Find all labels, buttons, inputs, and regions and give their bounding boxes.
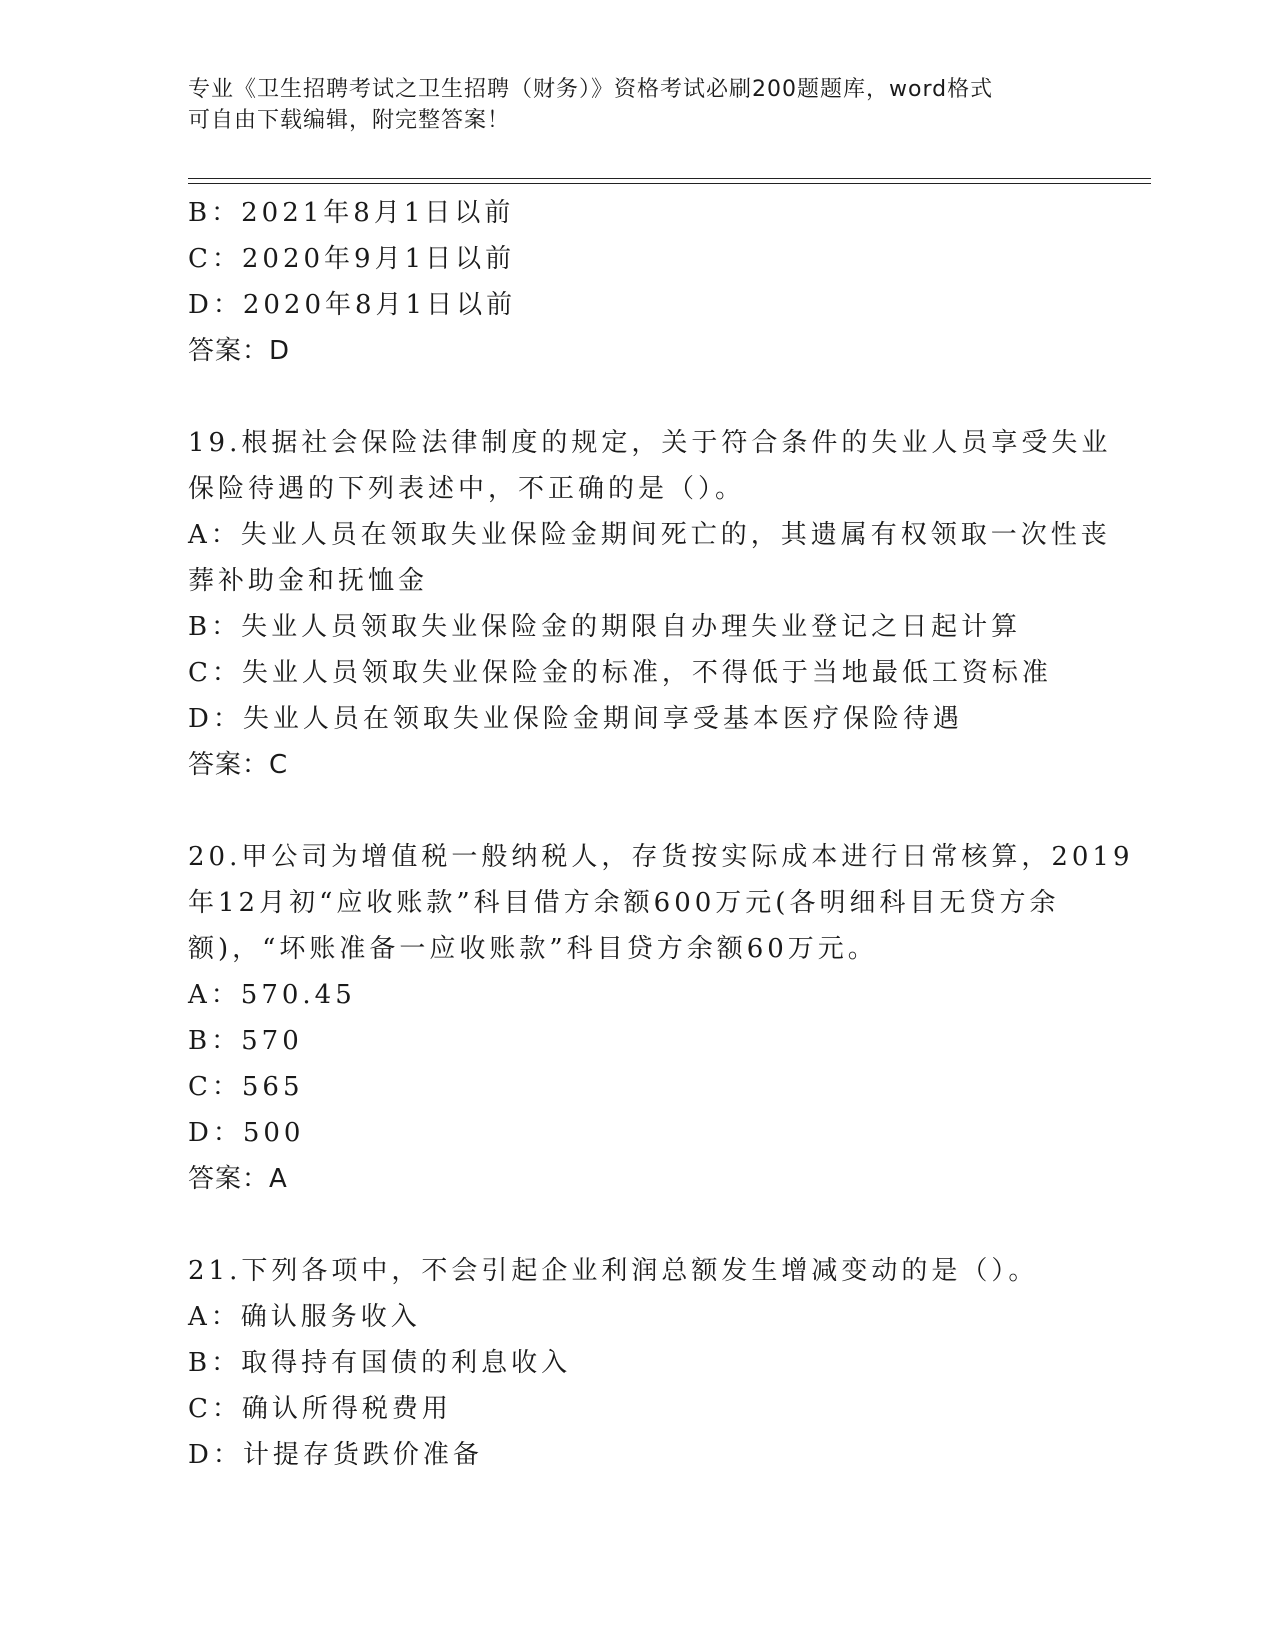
question-stem: 额)，“坏账准备一应收账款”科目贷方余额60万元。 xyxy=(188,934,878,964)
header-line-2: 可自由下载编辑，附完整答案！ xyxy=(188,108,511,133)
option-d: D：失业人员在领取失业保险金期间享受基本医疗保险待遇 xyxy=(188,704,963,734)
spacer xyxy=(188,374,1088,420)
question-stem: 20.甲公司为增值税一般纳税人，存货按实际成本进行日常核算，2019 xyxy=(188,842,1134,872)
answer: 答案：C xyxy=(188,750,289,780)
document-header xyxy=(188,74,1088,136)
option-d: D：500 xyxy=(188,1118,305,1148)
question-stem: 年12月初“应收账款”科目借方余额600万元(各明细科目无贷方余 xyxy=(188,888,1060,918)
option-a: A：失业人员在领取失业保险金期间死亡的，其遗属有权领取一次性丧 xyxy=(188,520,1111,550)
question-stem: 保险待遇的下列表述中，不正确的是（）。 xyxy=(188,474,746,504)
option-b: B：取得持有国债的利息收入 xyxy=(188,1348,572,1378)
option-a: A：570.45 xyxy=(188,980,356,1010)
header-divider-top xyxy=(188,178,1151,179)
answer: 答案：A xyxy=(188,1164,288,1194)
option-a-continued: 葬补助金和抚恤金 xyxy=(188,566,429,596)
option-c: C：失业人员领取失业保险金的标准，不得低于当地最低工资标准 xyxy=(188,658,1052,688)
spacer xyxy=(188,788,1088,834)
question-21 xyxy=(188,1248,1088,1478)
option-d: D：2020年8月1日以前 xyxy=(188,290,517,320)
option-b: B：失业人员领取失业保险金的期限自办理失业登记之日起计算 xyxy=(188,612,1022,642)
question-20 xyxy=(188,834,1134,1202)
option-c: C：确认所得税费用 xyxy=(188,1394,452,1424)
option-d: D：计提存货跌价准备 xyxy=(188,1440,483,1470)
answer: 答案：D xyxy=(188,336,291,366)
option-c: C：2020年9月1日以前 xyxy=(188,244,516,274)
header-divider-bottom xyxy=(188,183,1151,184)
option-b: B：2021年8月1日以前 xyxy=(188,198,515,228)
question-18-tail xyxy=(188,190,1088,374)
option-b: B：570 xyxy=(188,1026,303,1056)
question-stem: 19.根据社会保险法律制度的规定，关于符合条件的失业人员享受失业 xyxy=(188,428,1112,458)
option-a: A：确认服务收入 xyxy=(188,1302,421,1332)
header-line-1: 专业《卫生招聘考试之卫生招聘（财务）》资格考试必刷200题题库，word格式 xyxy=(188,77,994,102)
question-19 xyxy=(188,420,1112,788)
spacer xyxy=(188,1202,1088,1248)
question-content xyxy=(188,190,1134,1478)
option-c: C：565 xyxy=(188,1072,304,1102)
question-stem: 21.下列各项中，不会引起企业利润总额发生增减变动的是（）。 xyxy=(188,1256,1039,1286)
